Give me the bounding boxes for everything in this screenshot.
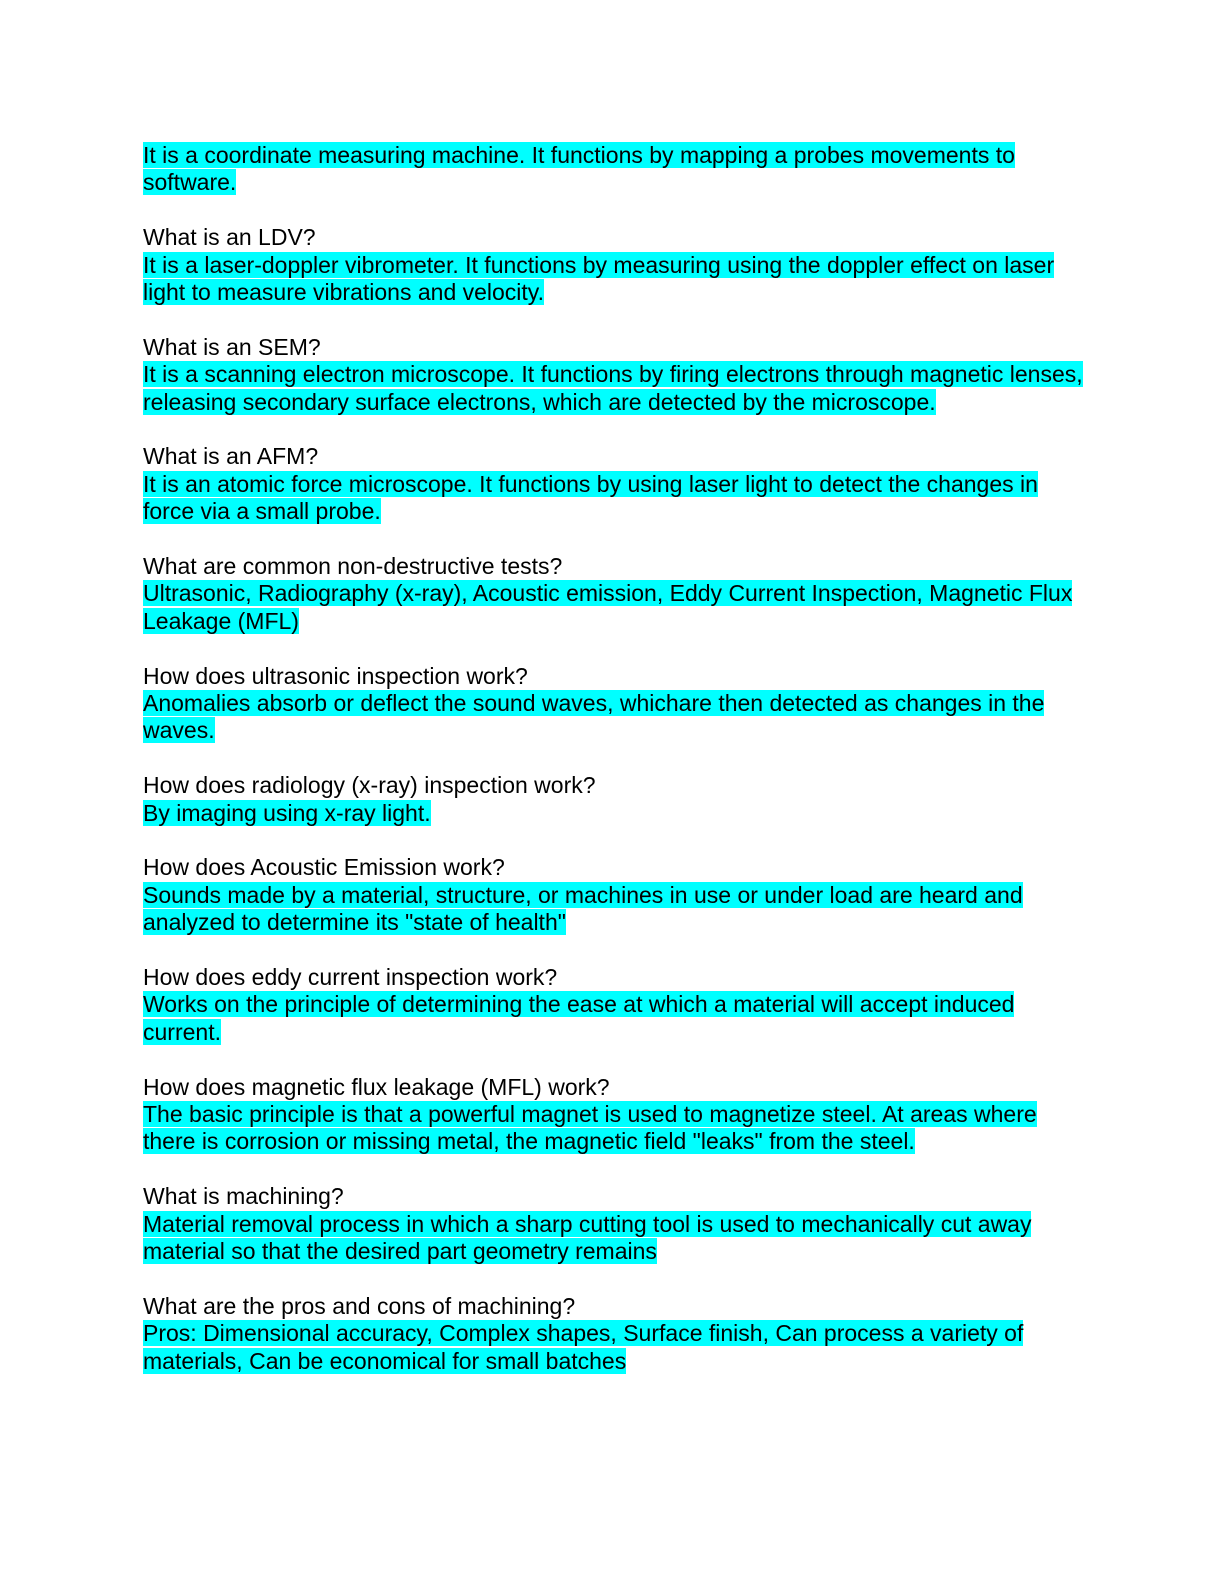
answer-text: It is a coordinate measuring machine. It functions by mapping a probes movements to software. — [143, 142, 1015, 196]
qa-entry — [143, 553, 1083, 635]
answer-text: It is an atomic force microscope. It functions by using laser light to detect the changes in force via a small probe. — [143, 470, 1038, 525]
answer-text: It is a scanning electron microscope. It functions by firing electrons through magnetic lenses, releasing secondary surface electrons, which are detected by the microscope. — [143, 361, 1083, 415]
question-text: What are the pros and cons of machining? — [143, 1292, 576, 1319]
question-text: How does eddy current inspection work? — [143, 964, 558, 991]
qa-entry — [143, 142, 1083, 197]
answer-text: The basic principle is that a powerful magnet is used to magnetize steel. At areas where there is corrosion or missing metal, the magnetic field "leaks" from the steel. — [143, 1101, 1037, 1155]
answer-text: Anomalies absorb or deflect the sound waves, whichare then detected as changes in the waves. — [143, 690, 1045, 744]
qa-entry — [143, 1074, 1083, 1156]
answer-text: By imaging using x-ray light. — [143, 799, 431, 826]
answer-text: Pros: Dimensional accuracy, Complex shapes, Surface finish, Can process a variety of materials, Can be economical for small batches — [143, 1320, 1024, 1374]
qa-entry — [143, 334, 1083, 416]
question-text: What is an AFM? — [143, 443, 319, 470]
question-text: How does Acoustic Emission work? — [143, 854, 505, 881]
qa-entry — [143, 1183, 1083, 1265]
qa-entry — [143, 663, 1083, 745]
qa-entry — [143, 1293, 1083, 1375]
qa-entry — [143, 964, 1083, 1046]
qa-entry — [143, 772, 1083, 827]
qa-entry — [143, 443, 1083, 525]
qa-entry — [143, 854, 1083, 936]
answer-text: Ultrasonic, Radiography (x-ray), Acoustic emission, Eddy Current Inspection, Magnetic Flux Leakage (MFL) — [143, 580, 1073, 634]
question-text: How does magnetic flux leakage (MFL) work? — [143, 1073, 610, 1100]
answer-text: Works on the principle of determining the ease at which a material will accept induced current. — [143, 991, 1015, 1045]
question-text: How does radiology (x-ray) inspection work? — [143, 772, 596, 799]
answer-text: Sounds made by a material, structure, or machines in use or under load are heard and analyzed to determine its "state of health" — [143, 881, 1023, 936]
question-text: What is an LDV? — [143, 224, 316, 251]
question-text: How does ultrasonic inspection work? — [143, 662, 528, 689]
document-body — [143, 142, 1083, 1403]
qa-entry — [143, 224, 1083, 306]
answer-text: It is a laser-doppler vibrometer. It functions by measuring using the doppler effect on laser light to measure vibrations and velocity. — [143, 251, 1055, 306]
question-text: What is machining? — [143, 1183, 344, 1210]
question-text: What are common non-destructive tests? — [143, 553, 563, 580]
question-text: What is an SEM? — [143, 333, 321, 360]
answer-text: Material removal process in which a sharp cutting tool is used to mechanically cut away material so that the desired part geometry remains — [143, 1210, 1032, 1265]
